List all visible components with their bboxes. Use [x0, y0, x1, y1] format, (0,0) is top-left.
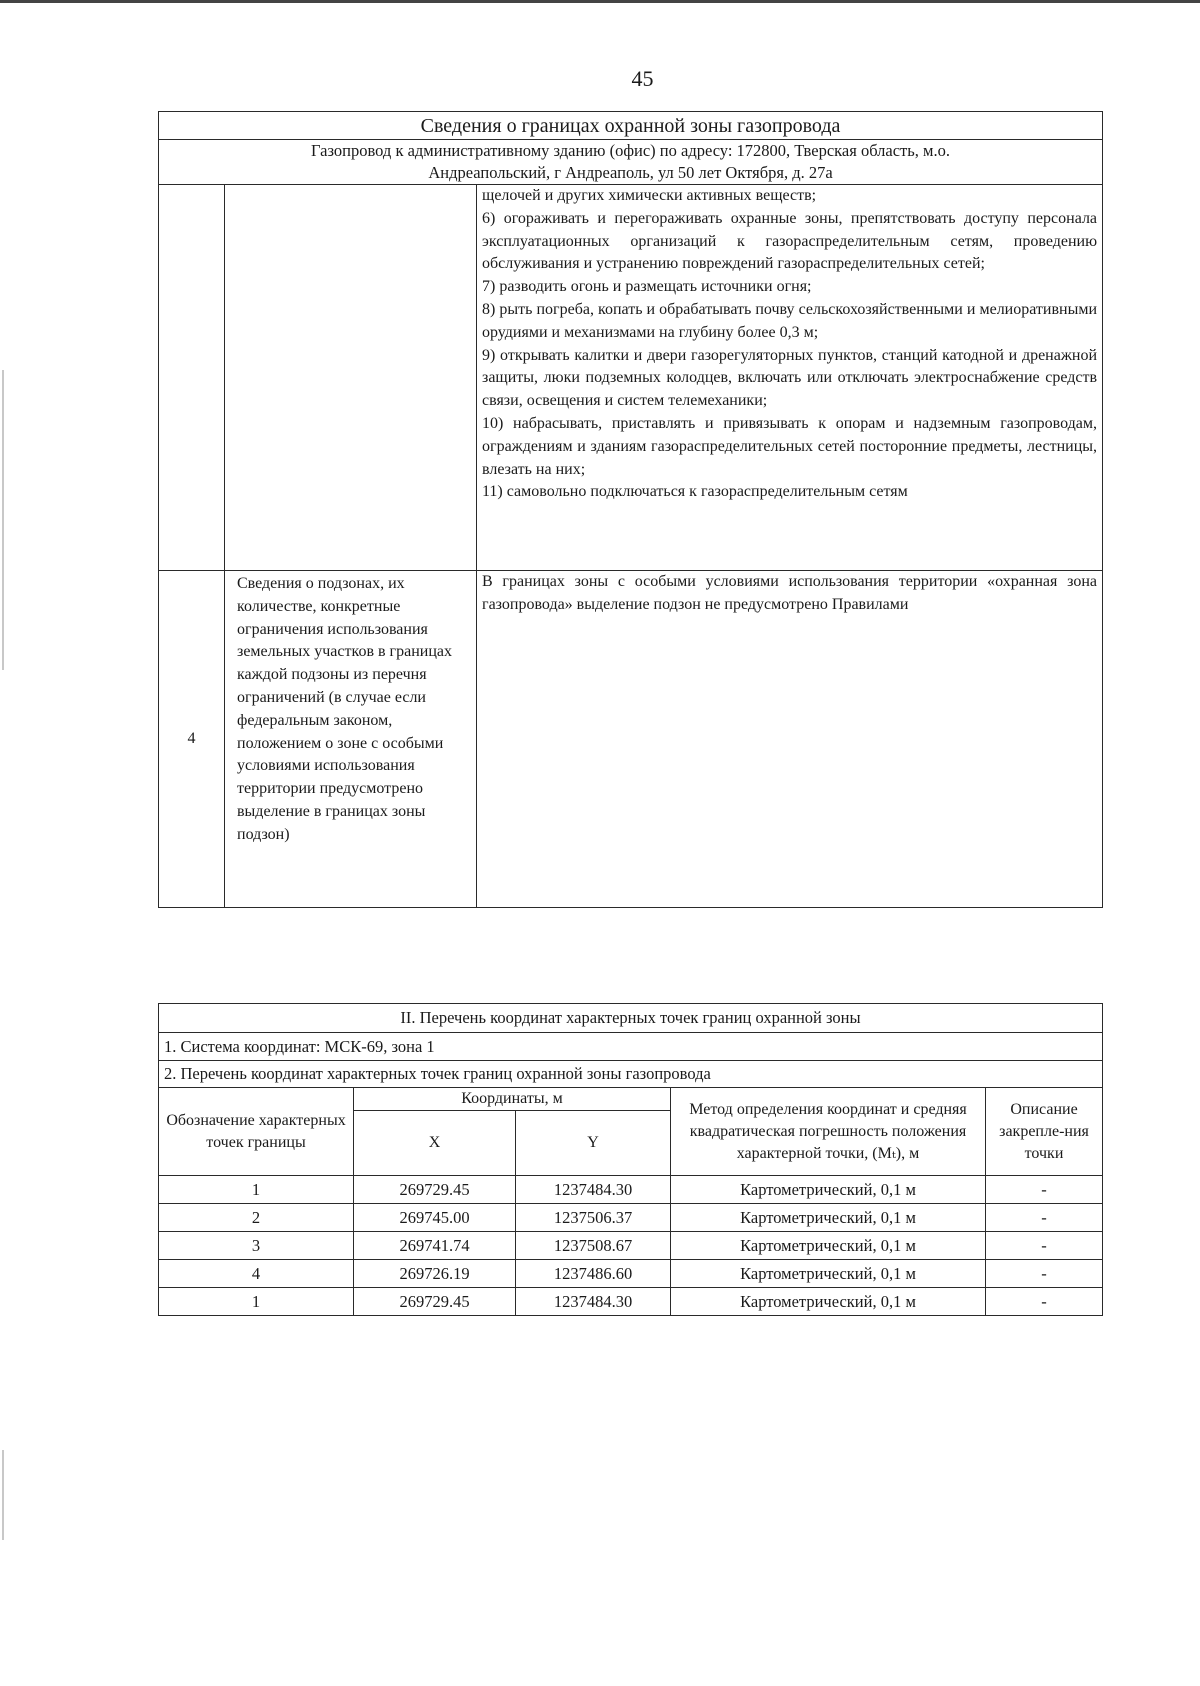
cell-y: 1237506.37: [516, 1204, 671, 1232]
scan-mark: [2, 370, 4, 670]
cell-x: 269741.74: [354, 1232, 516, 1260]
cell-y: 1237508.67: [516, 1232, 671, 1260]
cell-point: 1: [159, 1176, 354, 1204]
cell-method: Картометрический, 0,1 м: [671, 1232, 986, 1260]
zone-info-table: [158, 111, 1103, 908]
subtitle-line-2: Андреапольский, г Андреаполь, ул 50 лет Октября, д. 27а: [428, 163, 833, 182]
scan-edge: [0, 0, 1200, 3]
cell-y: 1237484.30: [516, 1288, 671, 1316]
section2-title: II. Перечень координат характерных точек границ охранной зоны: [159, 1004, 1103, 1033]
cell-y: 1237484.30: [516, 1176, 671, 1204]
cell-point: 3: [159, 1232, 354, 1260]
subtitle-line-1: Газопровод к административному зданию (офис) по адресу: 172800, Тверская область, м.о.: [311, 141, 950, 160]
table-row: [159, 1288, 1103, 1316]
coord-list-title: 2. Перечень координат характерных точек границ охранной зоны газопровода: [159, 1061, 1103, 1088]
coord-list-title-row: [159, 1061, 1103, 1088]
subzones-value: В границах зоны с особыми условиями использования территории «охранная зона газопровода» выделение подзон не предусмотрено Правилами: [477, 571, 1103, 908]
restriction-item: 7) разводить огонь и размещать источники огня;: [482, 278, 812, 296]
restriction-item: 9) открывать калитки и двери газорегуляторных пунктов, станций катодной и дренажной защиты, люки подземных колодцев, включать или отключать электроснабжение средств связи, освещения и систем телемеханики;: [482, 346, 1098, 410]
subtitle-row: [159, 140, 1103, 185]
cell-y: 1237486.60: [516, 1260, 671, 1288]
table-row: [159, 1204, 1103, 1232]
cell-x: 269729.45: [354, 1288, 516, 1316]
header-desc: Описание закрепле-ния точки: [986, 1088, 1103, 1176]
header-method: Метод определения координат и средняя квадратическая погрешность положения характерной точки, (Mₜ), м: [671, 1088, 986, 1176]
header-y: Y: [516, 1111, 671, 1176]
restrictions-text: [477, 185, 1103, 571]
cell-x: 269726.19: [354, 1260, 516, 1288]
coordinates-table: [158, 1003, 1103, 1316]
row-number: 4: [159, 571, 225, 908]
restriction-item: 6) огораживать и перегораживать охранные зоны, препятствовать доступу персонала эксплуатационных организаций к газораспределительным сетям, проведению обслуживания и устранению повреждений газораспределительных сетей;: [482, 209, 1098, 273]
subzones-label: Сведения о подзонах, их количестве, конкретные ограничения использования земельных участков в границах каждой подзоны из перечня ограничений (в случае если федеральным законом, положением о зоне с особыми условиями использования территории предусмотрено выделение в границах зоны подзон): [225, 571, 477, 908]
cell-method: Картометрический, 0,1 м: [671, 1204, 986, 1232]
cell-point: 2: [159, 1204, 354, 1232]
cell-method: Картометрический, 0,1 м: [671, 1288, 986, 1316]
row-number-cell: [159, 185, 225, 571]
document-title: Сведения о границах охранной зоны газопровода: [159, 112, 1103, 140]
cell-method: Картометрический, 0,1 м: [671, 1260, 986, 1288]
page-number: 45: [631, 66, 654, 91]
restriction-item: 8) рыть погреба, копать и обрабатывать почву сельскохозяйственными и мелиоративными орудиями и механизмами на глубину более 0,3 м;: [482, 300, 1098, 341]
cell-desc: -: [986, 1176, 1103, 1204]
cell-desc: -: [986, 1260, 1103, 1288]
cell-x: 269729.45: [354, 1176, 516, 1204]
restriction-item: 11) самовольно подключаться к газораспределительным сетям: [482, 483, 908, 501]
cell-desc: -: [986, 1204, 1103, 1232]
document-subtitle: [159, 140, 1103, 185]
cell-method: Картометрический, 0,1 м: [671, 1176, 986, 1204]
subzones-row: [159, 571, 1103, 908]
restriction-item: 10) набрасывать, приставлять и привязывать к опорам и надземным газопроводам, ограждениям и зданиям газораспределительных сетей посторонние предметы, лестницы, влезать на них;: [482, 414, 1098, 478]
table-row: [159, 1176, 1103, 1204]
cell-point: 1: [159, 1288, 354, 1316]
restriction-item: щелочей и других химически активных веществ;: [482, 187, 817, 204]
coord-system: 1. Система координат: МСК-69, зона 1: [159, 1033, 1103, 1061]
cell-x: 269745.00: [354, 1204, 516, 1232]
row-label-cell: [225, 185, 477, 571]
cell-point: 4: [159, 1260, 354, 1288]
header-x: X: [354, 1111, 516, 1176]
header-coords: Координаты, м: [354, 1088, 671, 1111]
cell-desc: -: [986, 1288, 1103, 1316]
scan-mark: [2, 1450, 4, 1540]
header-point: Обозначение характерных точек границы: [159, 1088, 354, 1176]
table-row: [159, 1232, 1103, 1260]
section-title-row: [159, 1004, 1103, 1033]
coord-system-row: [159, 1033, 1103, 1061]
cell-desc: -: [986, 1232, 1103, 1260]
table-row: [159, 1260, 1103, 1288]
title-row: [159, 112, 1103, 140]
table-header-row: [159, 1088, 1103, 1111]
restrictions-row: [159, 185, 1103, 571]
